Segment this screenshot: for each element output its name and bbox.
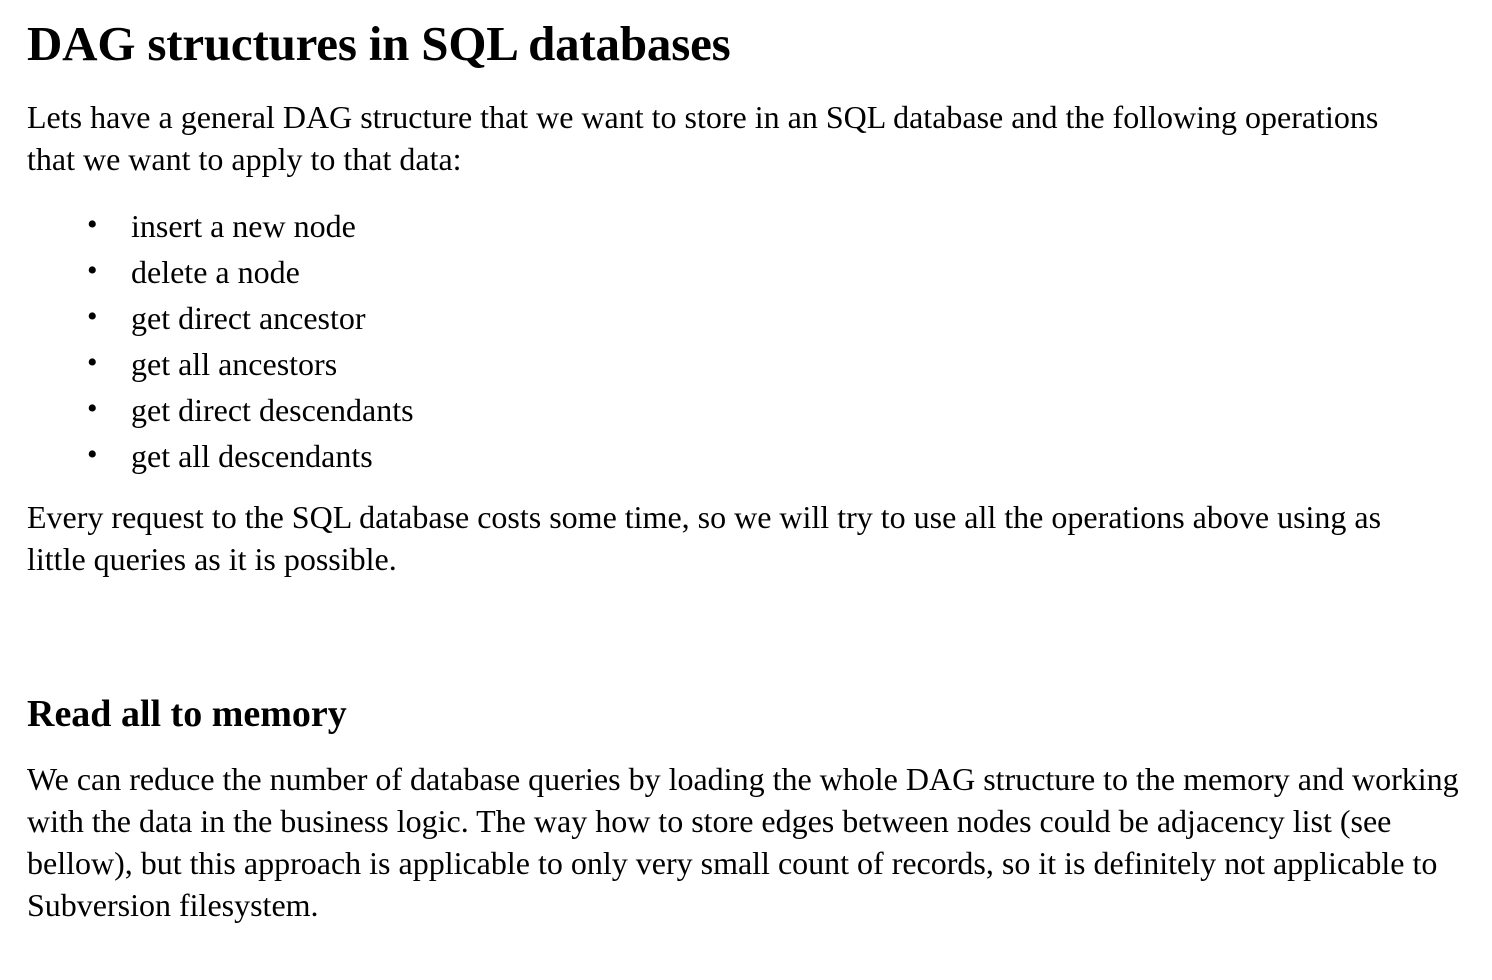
list-item-text: get direct ancestor xyxy=(131,300,366,336)
list-item xyxy=(87,341,1467,387)
list-item-text: delete a node xyxy=(131,254,300,290)
list-item xyxy=(87,203,1467,249)
list-item-text: insert a new node xyxy=(131,208,356,244)
bullet-icon: • xyxy=(87,392,98,425)
bullet-icon: • xyxy=(87,438,98,471)
list-item-text: get all ancestors xyxy=(131,346,338,382)
section-heading: Read all to memory xyxy=(27,693,347,735)
list-item-text: get all descendants xyxy=(131,438,373,474)
list-item xyxy=(87,387,1467,433)
bullet-icon: • xyxy=(87,346,98,379)
intro-paragraph: Lets have a general DAG structure that we want to store in an SQL database and the following operations that we want to apply to that data: xyxy=(27,99,1379,177)
list-item-text: get direct descendants xyxy=(131,392,414,428)
cost-paragraph: Every request to the SQL database costs some time, so we will try to use all the operations above using as little queries as it is possible. xyxy=(27,499,1382,577)
operations-list xyxy=(27,203,1467,479)
list-item xyxy=(87,295,1467,341)
page-title: DAG structures in SQL databases xyxy=(27,16,731,71)
bullet-icon: • xyxy=(87,254,98,287)
list-item xyxy=(87,249,1467,295)
bullet-icon: • xyxy=(87,300,98,333)
document-page xyxy=(0,16,1467,926)
section-body-paragraph: We can reduce the number of database queries by loading the whole DAG structure to the memory and working with the data in the business logic. The way how to store edges between nodes could be adjacency list (see bellow), but this approach is applicable to only very small count of records, so it is definitely not applicable to Subversion filesystem. xyxy=(27,761,1459,923)
list-item xyxy=(87,433,1467,479)
bullet-icon: • xyxy=(87,208,98,241)
